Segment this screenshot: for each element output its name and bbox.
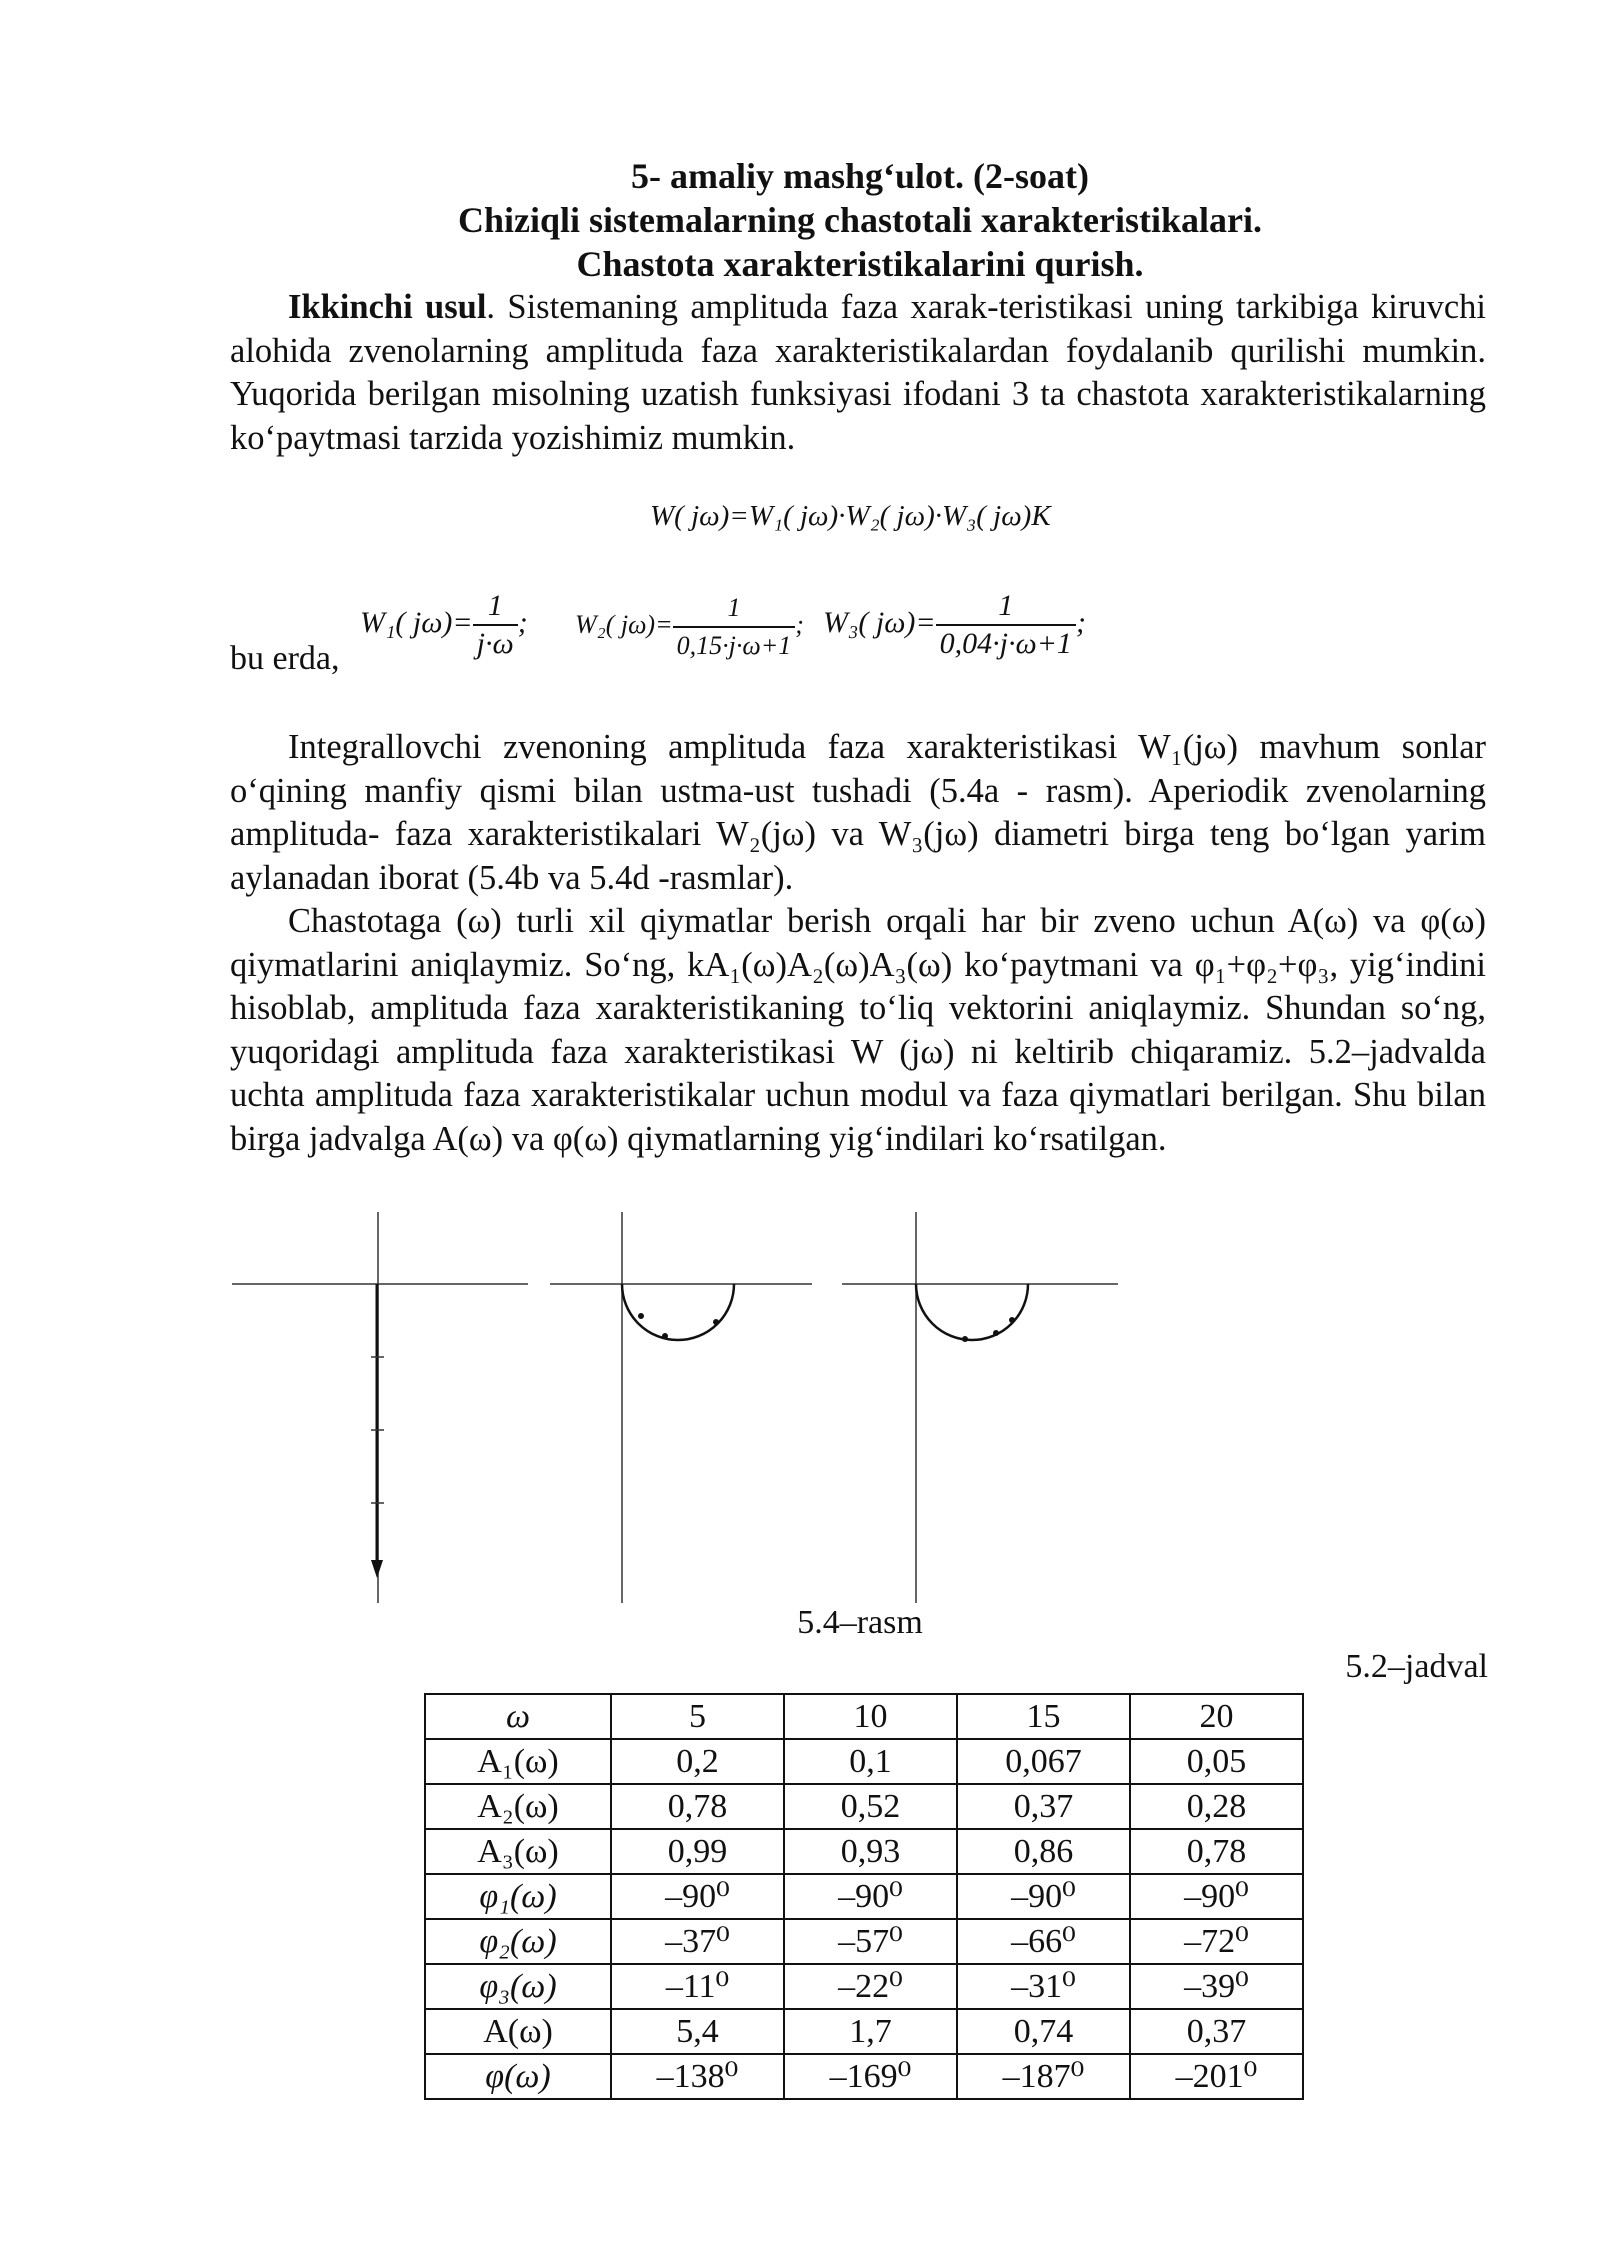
table-cell: φ₂(ω)	[425, 1919, 611, 1964]
table-cell: A₁(ω)	[425, 1739, 611, 1784]
table-cell: φ₁(ω)	[425, 1874, 611, 1919]
table-cell: 0,28	[1130, 1784, 1303, 1829]
table-header-cell: 20	[1130, 1694, 1303, 1739]
table-row	[425, 2009, 1303, 2054]
table-cell: –201⁰	[1130, 2054, 1303, 2099]
figure-d-semicircle	[916, 1284, 1028, 1340]
table-cell: –57⁰	[784, 1919, 957, 1964]
table-cell: 0,52	[784, 1784, 957, 1829]
table-cell: 0,74	[957, 2009, 1130, 2054]
formula-w2-denominator: 0,15·j·ω+1	[676, 631, 792, 660]
table-cell: 0,99	[611, 1829, 784, 1874]
table-cell: –138⁰	[611, 2054, 784, 2099]
formula-w3: W₃( jω)= $\frac{1}{0,04\cdot j\cdot\omega+1}$ ;	[823, 589, 1086, 660]
table-cell: –72⁰	[1130, 1919, 1303, 1964]
table-cell: φ₃(ω)	[425, 1964, 611, 2009]
figure-b-semicircle	[622, 1284, 734, 1340]
formula-w3-denominator: 0,04·j·ω+1	[939, 627, 1072, 660]
paragraph-2: Integrallovchi zvenoning amplituda faza xarakteristikasi W₁(jω) mavhum sonlar o‘qining manfiy qismi bilan ustma-ust tushadi (5.4a - rasm). Aperiodik zvenolarning amplituda- faza xarakteristikalari W₂(jω) va W₃(jω) diametri birga teng bo‘lgan yarim aylanadan iborat (5.4b va 5.4d -rasmlar).	[230, 728, 1486, 897]
figure-a	[232, 1212, 528, 1603]
formula-w1: W₁( jω)= $\frac{1}{j\cdot\omega}$ ;	[360, 589, 528, 660]
table-header-cell: ω	[425, 1694, 611, 1739]
formula-main: W( jω)=W₁( jω)·W₂( jω)·W₃( jω)K	[650, 500, 1051, 532]
table-cell: –37⁰	[611, 1919, 784, 1964]
table-cell: A(ω)	[425, 2009, 611, 2054]
formula-w3-lhs: W₃( jω)=	[823, 605, 936, 639]
table-cell: –90⁰	[611, 1874, 784, 1919]
table-header-cell: 15	[957, 1694, 1130, 1739]
formula-w1-denominator: j·ω	[476, 627, 514, 660]
formula-w2-lhs: W₂( jω)=	[575, 609, 673, 639]
table-row	[425, 1919, 1303, 1964]
table-cell: 0,37	[1130, 2009, 1303, 2054]
title-line-3: Chastota xarakteristikalarini qurish.	[576, 244, 1144, 284]
table-row	[425, 2054, 1303, 2099]
table-cell: –31⁰	[957, 1964, 1130, 2009]
table-row	[425, 1784, 1303, 1829]
title-line-2: Chiziqli sistemalarning chastotali xarakteristikalari.	[458, 200, 1262, 240]
table-caption: 5.2–jadval	[1345, 1648, 1488, 1685]
table-cell: 0,1	[784, 1739, 957, 1784]
figure-b-point-2	[662, 1333, 668, 1339]
title-line-1: 5- amaliy mashg‘ulot. (2-soat)	[631, 156, 1089, 196]
table-cell: –90⁰	[784, 1874, 957, 1919]
formula-w1-lhs: W₁( jω)=	[360, 605, 473, 639]
figure-d-point-3	[1009, 1317, 1015, 1323]
table-cell: –39⁰	[1130, 1964, 1303, 2009]
table-cell: –169⁰	[784, 2054, 957, 2099]
formula-w3-numerator: 1	[936, 588, 1076, 626]
formula-w1-numerator: 1	[473, 588, 518, 626]
table-row	[425, 1874, 1303, 1919]
table-cell: A₃(ω)	[425, 1829, 611, 1874]
paragraph-3: Chastotaga (ω) turli xil qiymatlar berish orqali har bir zveno uchun A(ω) va φ(ω) qiymatlarini aniqlaymiz. So‘ng, kA₁(ω)A₂(ω)A₃(ω) ko‘paytmani va φ₁+φ₂+φ₃, yig‘indini hisoblab, amplituda faza xarakteristikaning to‘liq vektorini aniqlaymiz. Shundan so‘ng, yuqoridagi amplituda faza xarakteristikasi W (jω) ni keltirib chiqaramiz. 5.2–jadvalda uchta amplituda faza xarakteristikalar uchun modul va faza qiymatlari berilgan. Shu bilan birga jadvalga A(ω) va φ(ω) qiymatlarning yig‘indilari ko‘rsatilgan.	[230, 902, 1486, 1158]
table-cell: –90⁰	[957, 1874, 1130, 1919]
table-cell: –90⁰	[1130, 1874, 1303, 1919]
table-cell: 0,2	[611, 1739, 784, 1784]
table-row	[425, 1829, 1303, 1874]
data-table	[424, 1693, 1304, 2100]
figure-caption: 5.4–rasm	[797, 1604, 923, 1641]
table-cell: –11⁰	[611, 1964, 784, 2009]
table-cell: 0,067	[957, 1739, 1130, 1784]
table-cell: 5,4	[611, 2009, 784, 2054]
formula-prefix: bu erda,	[230, 640, 340, 677]
table-header-row	[425, 1694, 1303, 1739]
figure-d	[842, 1212, 1118, 1603]
table-cell: –187⁰	[957, 2054, 1130, 2099]
table-cell: 0,78	[611, 1784, 784, 1829]
table-cell: 1,7	[784, 2009, 957, 2054]
paragraph-1-lead: Ikkinchi usul	[288, 288, 487, 326]
table-cell: –66⁰	[957, 1919, 1130, 1964]
paragraph-1-text: . Sistemaning amplituda faza xarak-teristikasi uning tarkibiga kiruvchi alohida zvenolarning amplituda faza xarakteristikalardan foydalanib qurilishi mumkin. Yuqorida berilgan misolning uzatish funksiyasi ifodani 3 ta chastota xarakteristikalarning ko‘paytmasi tarzida yozishimiz mumkin.	[230, 288, 1486, 457]
table-header-cell: 5	[611, 1694, 784, 1739]
table-cell: A₂(ω)	[425, 1784, 611, 1829]
figure-b-point-3	[713, 1319, 719, 1325]
figure-d-point-1	[962, 1336, 968, 1342]
figure-a-arrow	[371, 1560, 383, 1578]
table-row	[425, 1964, 1303, 2009]
table-cell: 0,93	[784, 1829, 957, 1874]
figure-b-point-1	[638, 1313, 644, 1319]
table-header-cell: 10	[784, 1694, 957, 1739]
formula-w2: W₂( jω)= $\frac{1}{0,15\cdot j\cdot\omega+1}$ ;	[575, 590, 804, 664]
table-cell: φ(ω)	[425, 2054, 611, 2099]
table-cell: –22⁰	[784, 1964, 957, 2009]
figure-b	[550, 1212, 812, 1603]
table-cell: 0,05	[1130, 1739, 1303, 1784]
formula-w2-numerator: 1	[673, 590, 796, 628]
table-cell: 0,37	[957, 1784, 1130, 1829]
table-cell: 0,86	[957, 1829, 1130, 1874]
table-cell: 0,78	[1130, 1829, 1303, 1874]
figure-d-point-2	[993, 1330, 999, 1336]
table-row	[425, 1739, 1303, 1784]
